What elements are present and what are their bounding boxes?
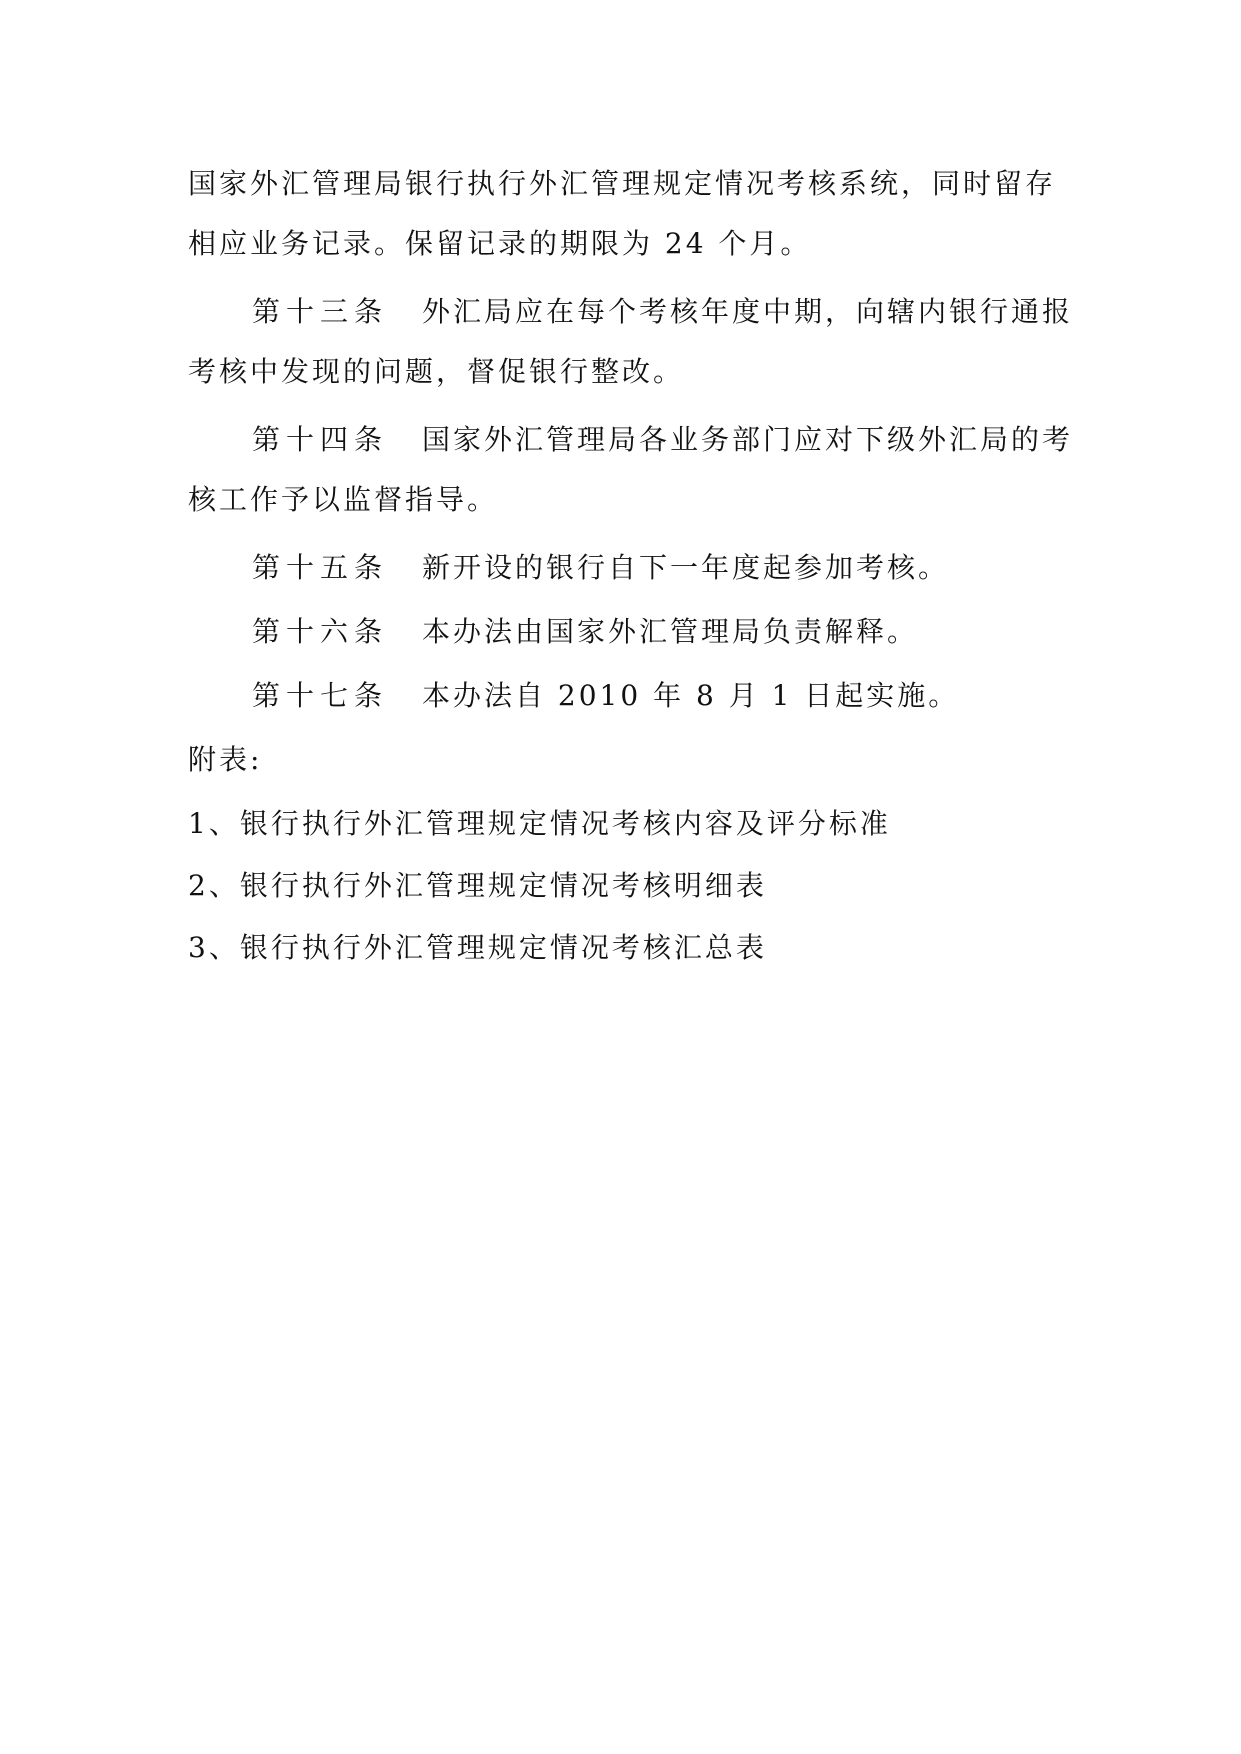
appendix-item: 1、银行执行外汇管理规定情况考核内容及评分标准	[188, 807, 891, 840]
article-13	[252, 290, 1073, 334]
article-13-continuation: 考核中发现的问题，督促银行整改。	[188, 355, 685, 388]
article-17	[252, 674, 959, 718]
appendix-item: 3、银行执行外汇管理规定情况考核汇总表	[188, 931, 767, 964]
appendix-title: 附表:	[188, 743, 263, 776]
article-14	[252, 418, 1073, 462]
article-label: 第十六条	[252, 615, 389, 648]
article-16	[252, 610, 918, 654]
paragraph-line: 相应业务记录。保留记录的期限为 24 个月。	[188, 227, 812, 260]
article-text: 新开设的银行自下一年度起参加考核。	[422, 551, 950, 584]
article-label: 第十四条	[252, 423, 389, 456]
article-text: 外汇局应在每个考核年度中期，向辖内银行通报	[422, 295, 1074, 328]
article-text: 本办法自 2010 年 8 月 1 日起实施。	[422, 679, 960, 712]
article-text: 国家外汇管理局各业务部门应对下级外汇局的考	[422, 423, 1074, 456]
article-14-continuation: 核工作予以监督指导。	[188, 483, 499, 516]
article-text: 本办法由国家外汇管理局负责解释。	[422, 615, 919, 648]
article-15	[252, 546, 949, 590]
paragraph-line: 国家外汇管理局银行执行外汇管理规定情况考核系统，同时留存	[188, 167, 1057, 200]
appendix-item: 2、银行执行外汇管理规定情况考核明细表	[188, 869, 767, 902]
article-label: 第十五条	[252, 551, 389, 584]
article-label: 第十七条	[252, 679, 389, 712]
article-label: 第十三条	[252, 295, 389, 328]
